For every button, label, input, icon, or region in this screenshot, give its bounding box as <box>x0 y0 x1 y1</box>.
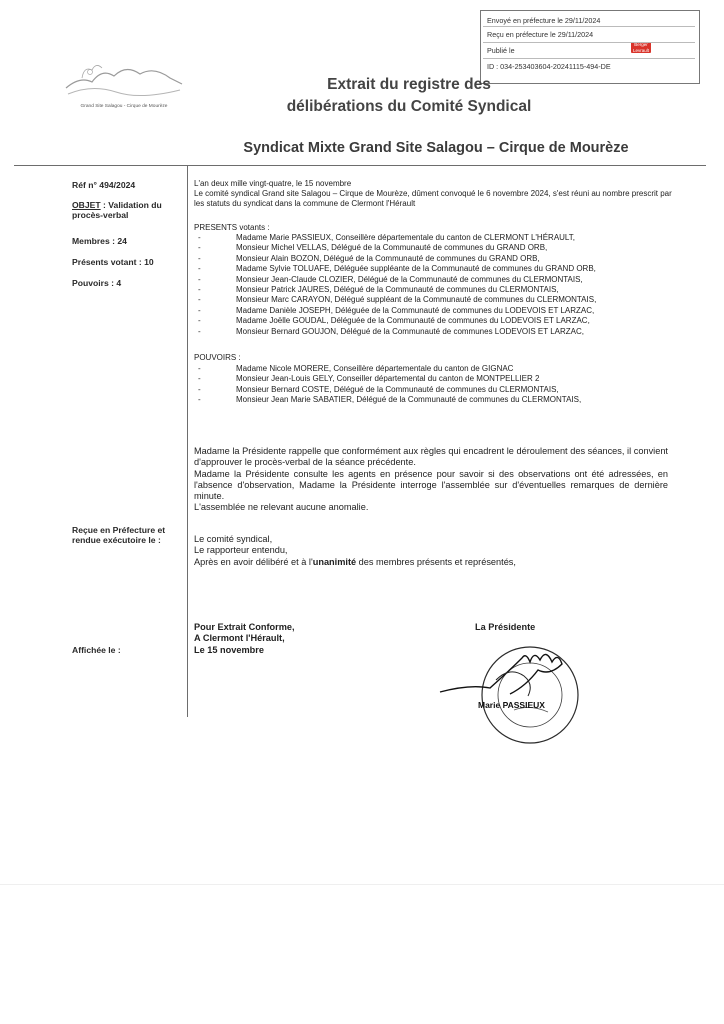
session-intro: Le comité syndical Grand site Salagou – Cirque de Mourèze, dûment convoqué le 6 novembre 2024, s'est réuni au nombre prescrit par les statuts du syndicat dans la commune de Clermont l'Hérault <box>194 189 672 209</box>
list-item: - Monsieur Jean-Louis GELY, Conseiller départemental du canton de MONTPELLIER 2 <box>198 374 540 384</box>
seal-icon <box>430 640 610 750</box>
document-title-line2: délibérations du Comité Syndical <box>286 98 532 115</box>
list-item: - Madame Joëlle GOUDAL, Déléguée de la Communauté de communes du LODEVOIS ET LARZAC, <box>198 316 590 326</box>
header-divider <box>14 165 706 166</box>
decision-block <box>194 534 668 568</box>
rapporteur-line: Le rapporteur entendu, <box>194 545 288 556</box>
list-item: - Monsieur Bernard GOUJON, Délégué de la Communauté de communes LODEVOIS ET LARZAC, <box>198 326 584 336</box>
stamp-sent: Envoyé en préfecture le 29/11/2024 <box>487 16 601 25</box>
mountain-logo-icon <box>62 54 186 104</box>
deliberation-text <box>194 446 668 514</box>
objet-text: : Validation du procès-verbal <box>72 200 162 220</box>
pouvoirs-list <box>194 364 664 406</box>
berger-levrault-logo: Berger Levrault <box>632 42 649 53</box>
paragraph: Madame la Présidente rappelle que conformément aux règles qui encadrent le déroulement des séances, il convient d'approuver le procès-verbal de la séance précédente. <box>194 446 668 468</box>
stamp-id: ID : 034-253403604-20241115-494-DE <box>487 62 611 71</box>
pouvoirs-title: POUVOIRS : <box>194 353 241 362</box>
objet-label <box>72 200 180 220</box>
logo-caption: Grand Site Salagou - Cirque de Mourèze <box>80 104 168 109</box>
list-item: - Madame Danièle JOSEPH, Déléguée de la Communauté de communes du LODEVOIS ET LARZAC, <box>198 305 595 315</box>
presents-title: PRESENTS votants : <box>194 223 270 232</box>
delibere-line: Après en avoir délibéré et à l'unanimité des membres présents et représentés, <box>194 556 516 567</box>
signature-seal <box>430 640 610 750</box>
column-divider <box>187 165 188 717</box>
grand-site-logo <box>62 54 186 116</box>
list-item: - Madame Sylvie TOLUAFE, Déléguée suppléante de la Communauté de communes du GRAND ORB, <box>198 264 596 274</box>
list-item: - Monsieur Jean-Claude CLOZIER, Délégué de la Communauté de communes du CLERMONTAIS, <box>198 274 583 284</box>
reference-number: Réf n° 494/2024 <box>72 180 136 190</box>
list-item: - Monsieur Jean Marie SABATIER, Délégué de la Communauté de communes du CLERMONTAIS, <box>198 395 582 405</box>
extract-certification: Pour Extrait Conforme, A Clermont l'Hérault, Le 15 novembre <box>194 622 295 655</box>
objet-keyword: OBJET <box>72 200 101 210</box>
posted-label: Affichée le : <box>72 645 121 655</box>
signatory-name: Marie PASSIEUX <box>478 700 545 710</box>
list-item: - Monsieur Patrick JAURES, Délégué de la Communauté de communes du CLERMONTAIS, <box>198 284 559 294</box>
list-item: - Madame Marie PASSIEUX, Conseillère départementale du canton de CLERMONT L'HÉRAULT, <box>198 233 576 242</box>
page-fold-line <box>0 884 724 885</box>
presidente-label: La Présidente <box>475 622 536 632</box>
members-count: Membres : 24 <box>72 236 127 246</box>
prefecture-receipt-label: Reçue en Préfecture et rendue exécutoire le : <box>72 525 166 545</box>
document-title-line1: Extrait du registre des <box>327 76 491 93</box>
comite-line: Le comité syndical, <box>194 534 273 544</box>
list-item: - Madame Nicole MORERE, Conseillère départementale du canton de GIGNAC <box>198 364 514 373</box>
list-item: - Monsieur Michel VELLAS, Délégué de la Communauté de communes du GRAND ORB, <box>198 243 548 253</box>
list-item: - Monsieur Marc CARAYON, Délégué suppléant de la Communauté de communes du CLERMONTAIS, <box>198 295 597 305</box>
stamp-received: Reçu en préfecture le 29/11/2024 <box>487 30 594 39</box>
paragraph: L'assemblée ne relevant aucune anomalie. <box>194 502 369 513</box>
present-voters: Présents votant : 10 <box>72 257 154 267</box>
presents-list <box>194 233 664 337</box>
list-item: - Monsieur Bernard COSTE, Délégué de la Communauté de communes du CLERMONTAIS, <box>198 384 559 394</box>
organization-name: Syndicat Mixte Grand Site Salagou – Cirque de Mourèze <box>243 140 629 156</box>
paragraph: Madame la Présidente consulte les agents en présence pour savoir si des observations ont été adressées, en l'absence d'observation, Madame la Présidente interroge l'assemblée sur d'éventuelles remarques de dernière minute. <box>194 468 668 502</box>
stamp-published: Publié le <box>487 46 515 55</box>
proxies-count: Pouvoirs : 4 <box>72 278 122 288</box>
list-item: - Monsieur Alain BOZON, Délégué de la Communauté de communes du GRAND ORB, <box>198 253 540 263</box>
prefecture-stamp <box>480 10 700 84</box>
session-date: L'an deux mille vingt-quatre, le 15 novembre <box>194 179 352 188</box>
